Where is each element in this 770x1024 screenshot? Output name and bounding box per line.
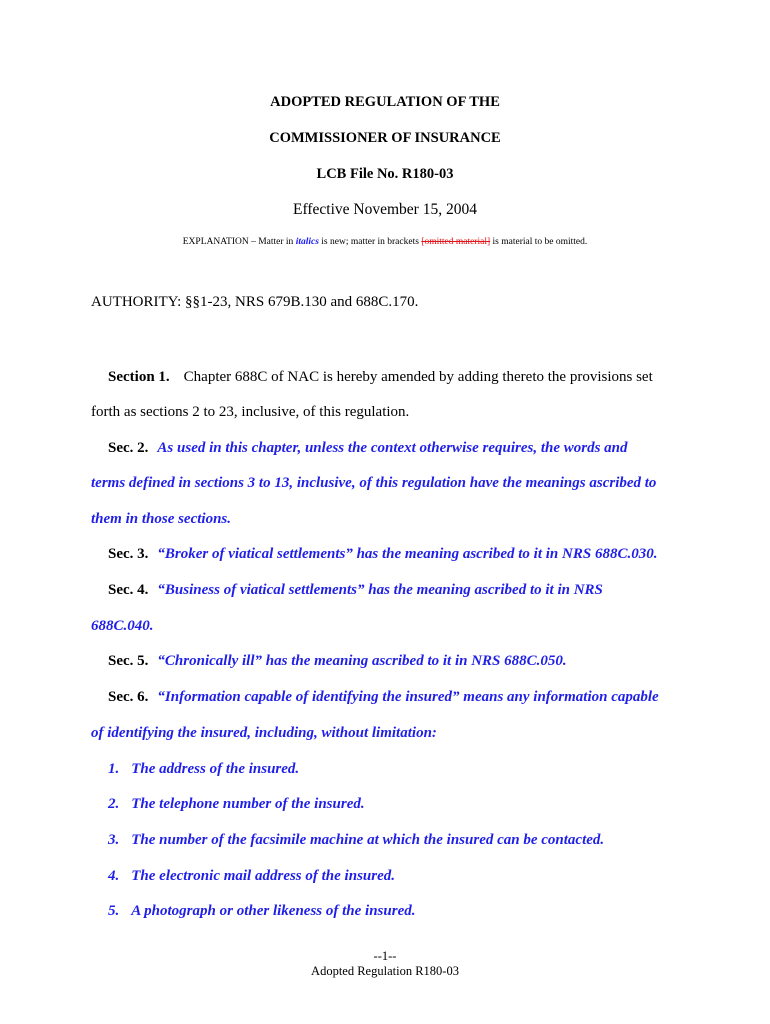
sec-3-line-1: “Broker of viatical settlements” has the meaning ascribed to it in NRS 688C.030.	[157, 546, 658, 562]
sec-4-line-2: 688C.040.	[91, 618, 154, 634]
section-1-label: Section 1.	[108, 369, 170, 385]
list-item	[108, 832, 604, 849]
list-item-text: A photograph or other likeness of the insured.	[131, 903, 416, 919]
explanation-mid: is new; matter in brackets	[318, 237, 422, 247]
sec-4	[108, 582, 603, 599]
sec-2	[108, 440, 628, 457]
sec-5-line-1: “Chronically ill” has the meaning ascribed to it in NRS 688C.050.	[157, 653, 567, 669]
footer-label: Adopted Regulation R180-03	[311, 964, 459, 978]
sec-3-label: Sec. 3.	[108, 546, 149, 562]
explanation-suffix: is material to be omitted.	[490, 237, 588, 247]
explanation	[0, 237, 770, 247]
list-item-text: The address of the insured.	[131, 761, 300, 777]
page-number: --1--	[373, 949, 397, 963]
sec-2-line-1: As used in this chapter, unless the context otherwise requires, the words and	[157, 440, 628, 456]
file-number: LCB File No. R180-03	[316, 166, 454, 182]
authority: AUTHORITY: §§1-23, NRS 679B.130 and 688C.170.	[91, 294, 419, 310]
title-line-1: ADOPTED REGULATION OF THE	[270, 94, 500, 110]
title-line-2: COMMISSIONER OF INSURANCE	[269, 130, 501, 146]
list-item-number: 2.	[108, 796, 120, 812]
list-item-text: The telephone number of the insured.	[131, 796, 365, 812]
explanation-omitted: [omitted material]	[421, 237, 491, 247]
sec-6-label: Sec. 6.	[108, 689, 149, 705]
sec-2-line-3: them in those sections.	[91, 511, 232, 527]
sec-4-line-1: “Business of viatical settlements” has the meaning ascribed to it in NRS	[157, 582, 603, 598]
list-item-number: 3.	[108, 832, 120, 848]
list-item-text: The electronic mail address of the insured.	[131, 868, 395, 884]
list-item-text: The number of the facsimile machine at which the insured can be contacted.	[131, 832, 605, 848]
section-1-text-1: Chapter 688C of NAC is hereby amended by adding thereto the provisions set	[183, 369, 653, 385]
sec-2-label: Sec. 2.	[108, 440, 149, 456]
list-item	[108, 796, 365, 813]
explanation-italics: italics	[295, 237, 319, 247]
list-item	[108, 761, 299, 778]
section-1	[108, 369, 653, 386]
sec-6	[108, 689, 659, 706]
list-item-number: 4.	[108, 868, 120, 884]
list-item-number: 5.	[108, 903, 120, 919]
list-item	[108, 903, 415, 920]
list-item	[108, 868, 395, 885]
sec-5-label: Sec. 5.	[108, 653, 149, 669]
sec-4-label: Sec. 4.	[108, 582, 149, 598]
sec-2-line-2: terms defined in sections 3 to 13, inclusive, of this regulation have the meanings ascribed to	[91, 475, 657, 491]
explanation-prefix: EXPLANATION – Matter in	[182, 237, 296, 247]
sec-3	[108, 546, 657, 563]
sec-6-line-1: “Information capable of identifying the insured” means any information capable	[157, 689, 659, 705]
effective-date: Effective November 15, 2004	[293, 201, 477, 218]
sec-6-line-2: of identifying the insured, including, without limitation:	[91, 725, 437, 741]
list-item-number: 1.	[108, 761, 120, 777]
section-1-text-2: forth as sections 2 to 23, inclusive, of this regulation.	[91, 404, 410, 420]
sec-5	[108, 653, 567, 670]
